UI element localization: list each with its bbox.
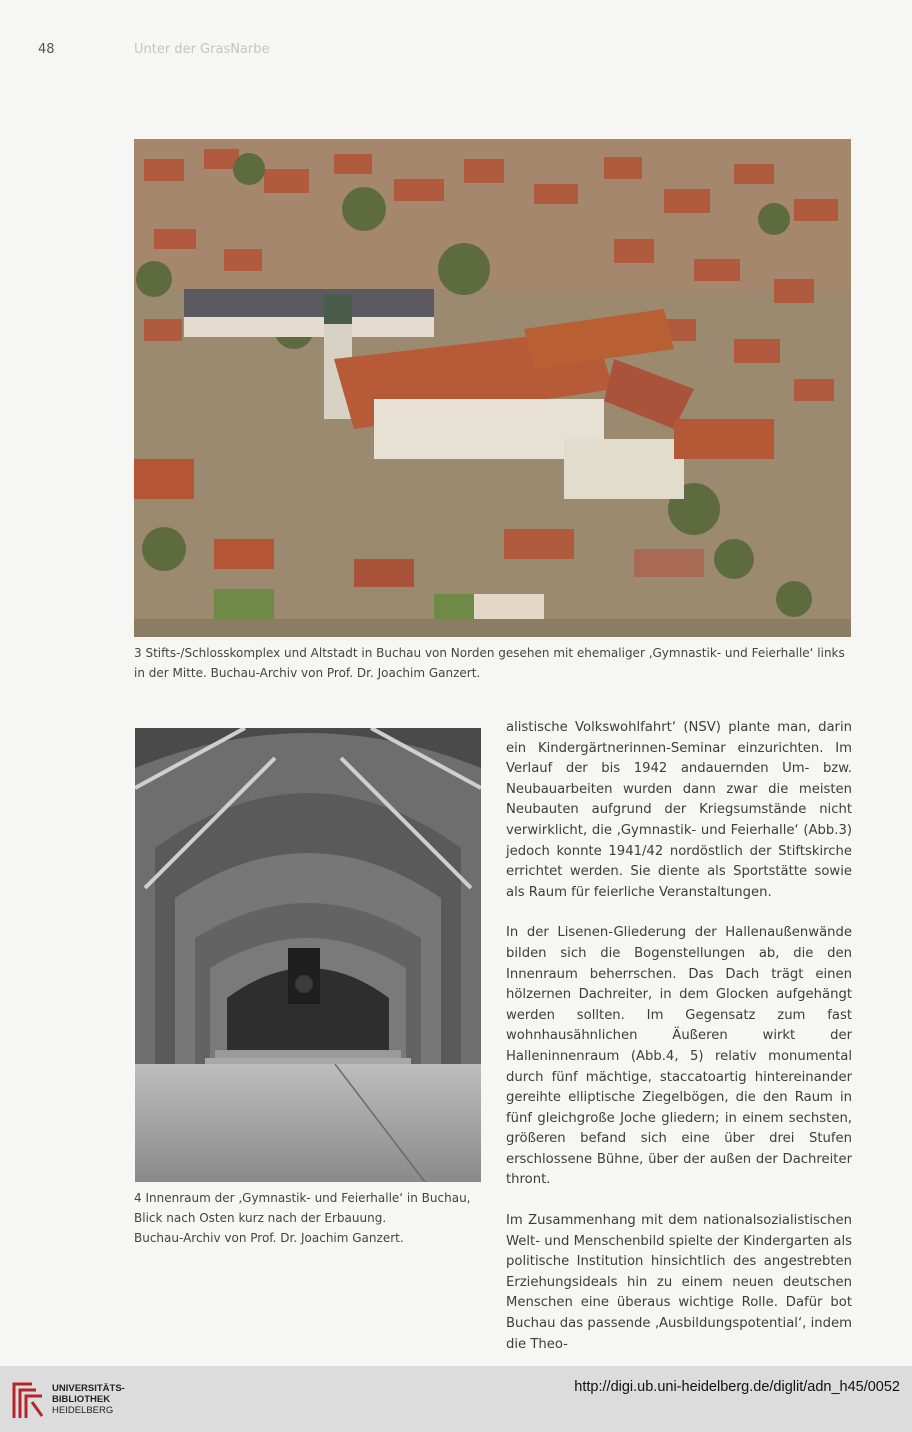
body-paragraph-3: Im Zusammenhang mit dem nationalsozialistischen Welt- und Menschenbild spielte der Kindergarten als politische Institution hinsichtlich des angestrebten Erziehungsideals hin zu einem neuen deutschen Menschen eine überaus wichtige Rolle. Dafür bot Buchau das passende ‚Ausbildungspotential‘, indem die Theo- [506,1213,852,1352]
figure-4-caption-line-1: 4 Innenraum der ‚Gymnastik- und Feierhalle‘ in Buchau, [134,1191,471,1205]
running-head: Unter der GrasNarbe [134,42,270,57]
logo-line-1: UNIVERSITÄTS- [52,1383,125,1394]
document-url-link[interactable]: http://digi.ub.uni-heidelberg.de/diglit/adn_h45/0052 [574,1379,900,1395]
logo-line-3: HEIDELBERG [52,1405,114,1416]
library-logo-text [52,1383,125,1416]
hall-interior-photo [135,728,481,1182]
aerial-photo [134,139,851,637]
body-paragraph-2: In der Lisenen-Gliederung der Hallenaußenwände bilden sich die Bogenstellungen ab, die den Innenraum beherrschen. Das Dach trägt einen hölzernen Dachreiter, in dem Glocken aufgehängt werden sollten. Im Gegensatz zum fast wohnhausähnlichen Äußeren wirkt der Halleninnenraum (Abb.4, 5) relativ monumental durch fünf mächtige, staccatoartig hintereinander gereihte elliptische Ziegelbögen, die den Raum in fünf gleichgroße Joche gliedern; in einem sechsten, größeren befand sich eine über drei Stufen erschlossene Bühne, über der außen der Dachreiter thront. [506,925,852,1188]
page-number: 48 [38,42,55,57]
logo-line-2: BIBLIOTHEK [52,1394,111,1405]
figure-4-caption-line-3: Buchau-Archiv von Prof. Dr. Joachim Ganzert. [134,1231,404,1245]
figure-4-caption [134,1188,480,1248]
library-logo-icon [10,1376,46,1420]
body-text-column [506,718,852,1375]
body-paragraph-1: alistische Volkswohlfahrt‘ (NSV) plante man, darin ein Kindergärtnerinnen-Seminar einzurichten. Im Verlauf der bis 1942 andauernden Um- bzw. Neubauarbeiten wurden dann zwar die meisten Neubauten aufgrund der Kriegsumstände nicht verwirklicht, die ‚Gymnastik- und Feierhalle‘ (Abb.3) jedoch konnte 1941/42 nordöstlich der Stiftskirche errichtet werden. Sie diente als Sportstätte sowie als Raum für feierliche Veranstaltungen. [506,720,852,900]
library-footer [0,1366,912,1432]
figure-4-caption-line-2: Blick nach Osten kurz nach der Erbauung. [134,1211,387,1225]
figure-3-caption: 3 Stifts-/Schlosskomplex und Altstadt in Buchau von Norden gesehen mit ehemaliger ‚Gymnastik- und Feierhalle‘ links in der Mitte. Buchau-Archiv von Prof. Dr. Joachim Ganzert. [134,646,845,680]
